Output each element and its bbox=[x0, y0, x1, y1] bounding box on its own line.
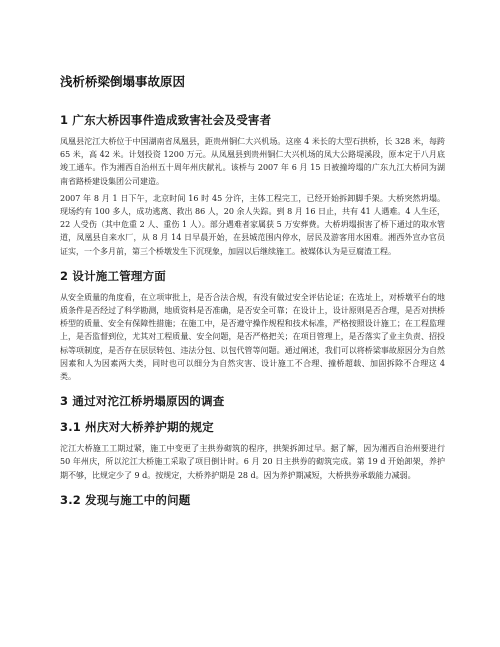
subsection-heading-3-1: 3.1 州庆对大桥养护期的规定 bbox=[60, 420, 214, 435]
subsection-3-1-paragraph-1: 沱江大桥施工工期过紧，施工中变更了主拱券砌筑的程序，拱架拆卸过早。据了解，因为湘西自治州要进行 50 年州庆，所以沱江大桥施工采取了项目倒计时。6 月 20 日主拱券的砌筑完成。第 19 d 开始卸架，养护期不够，比规定少了 9 d。按规定，大桥养护期是 28 d。因为养护期减短，大桥拱券承载能力减弱。 bbox=[60, 444, 445, 480]
section-heading-1: 1 广东大桥因事件造成致害社会及受害者 bbox=[60, 113, 272, 127]
subsection-heading-3-2: 3.2 发现与施工中的问题 bbox=[60, 492, 191, 507]
document-page bbox=[60, 72, 445, 515]
section-heading-2: 2 设计施工管理方面 bbox=[60, 268, 167, 283]
section-2-paragraph-1: 从安全质量的角度看，在立项审批上，是否合法合规，有没有做过安全评估论证；在选址上，对桥墩平台的地质条件是否经过了科学勘测，地质资料是否准确，是否安全可靠；在设计上，设计原则是否合理，是否对拱桥桥型的质量、安全有保障性措施；在施工中，是否遵守操作规程和技术标准，严格按照设计施工；在工程监理上，是否监督到位，尤其对工程质量、安全问题，是否严格把关；在项目管理上，是否落实了业主负责、招投标等项制度，是否存在层层转包、违法分包、以包代管等问题。通过阐述，我们可以将桥梁事故原因分为自然因素和人为因素两大类，同时也可以细分为自然灾害、设计施工不合理、撞桥超载、加固拆除不合理这 4 类。 bbox=[60, 292, 445, 382]
section-heading-3: 3 通过对沱江桥坍塌原因的调查 bbox=[60, 394, 225, 409]
section-1-paragraph-1: 凤凰县沱江大桥位于中国湖南省凤凰县，距贵州铜仁大兴机场。这座 4 米长的大型石拱桥，长 328 米，每跨 65 米，高 42 米。计划投资 1200 万元。从凤凰县到贵州铜仁大兴机场的凤大公路堤溪段，原本定于八月底竣工通车。作为湘西自治州五十周年州庆献礼。该桥与 2007 年 6 月 15 日被撞垮塌的广东九江大桥同为湖南省路桥建设集团公司建造。 bbox=[60, 137, 445, 186]
document-title: 浅析桥梁倒塌事故原因 bbox=[60, 74, 186, 89]
section-1-paragraph-2: 2007 年 8 月 1 日下午，北京时间 16 时 45 分许，主体工程完工，已经开始拆卸脚手架。大桥突然坍塌。现场约有 100 多人，成功逃离、救出 86 人，20 余人失踪。到 8 月 16 日止，共有 41 人遇难。4 人生还，22 人受伤（其中危重 2 人、重伤 1 人）。部分遇难者家属获 5 万安葬费。大桥坍塌损害了桥下通过的取水管道，凤凰县自来水厂，从 8 月 14 日早晨开始，在县城范围内停水，居民及游客用水困难。湘西外宣办官员证实，一个多月前，第三个桥墩发生下沉现象，加固以后继续施工。被媒体认为是豆腐渣工程。 bbox=[60, 193, 445, 256]
